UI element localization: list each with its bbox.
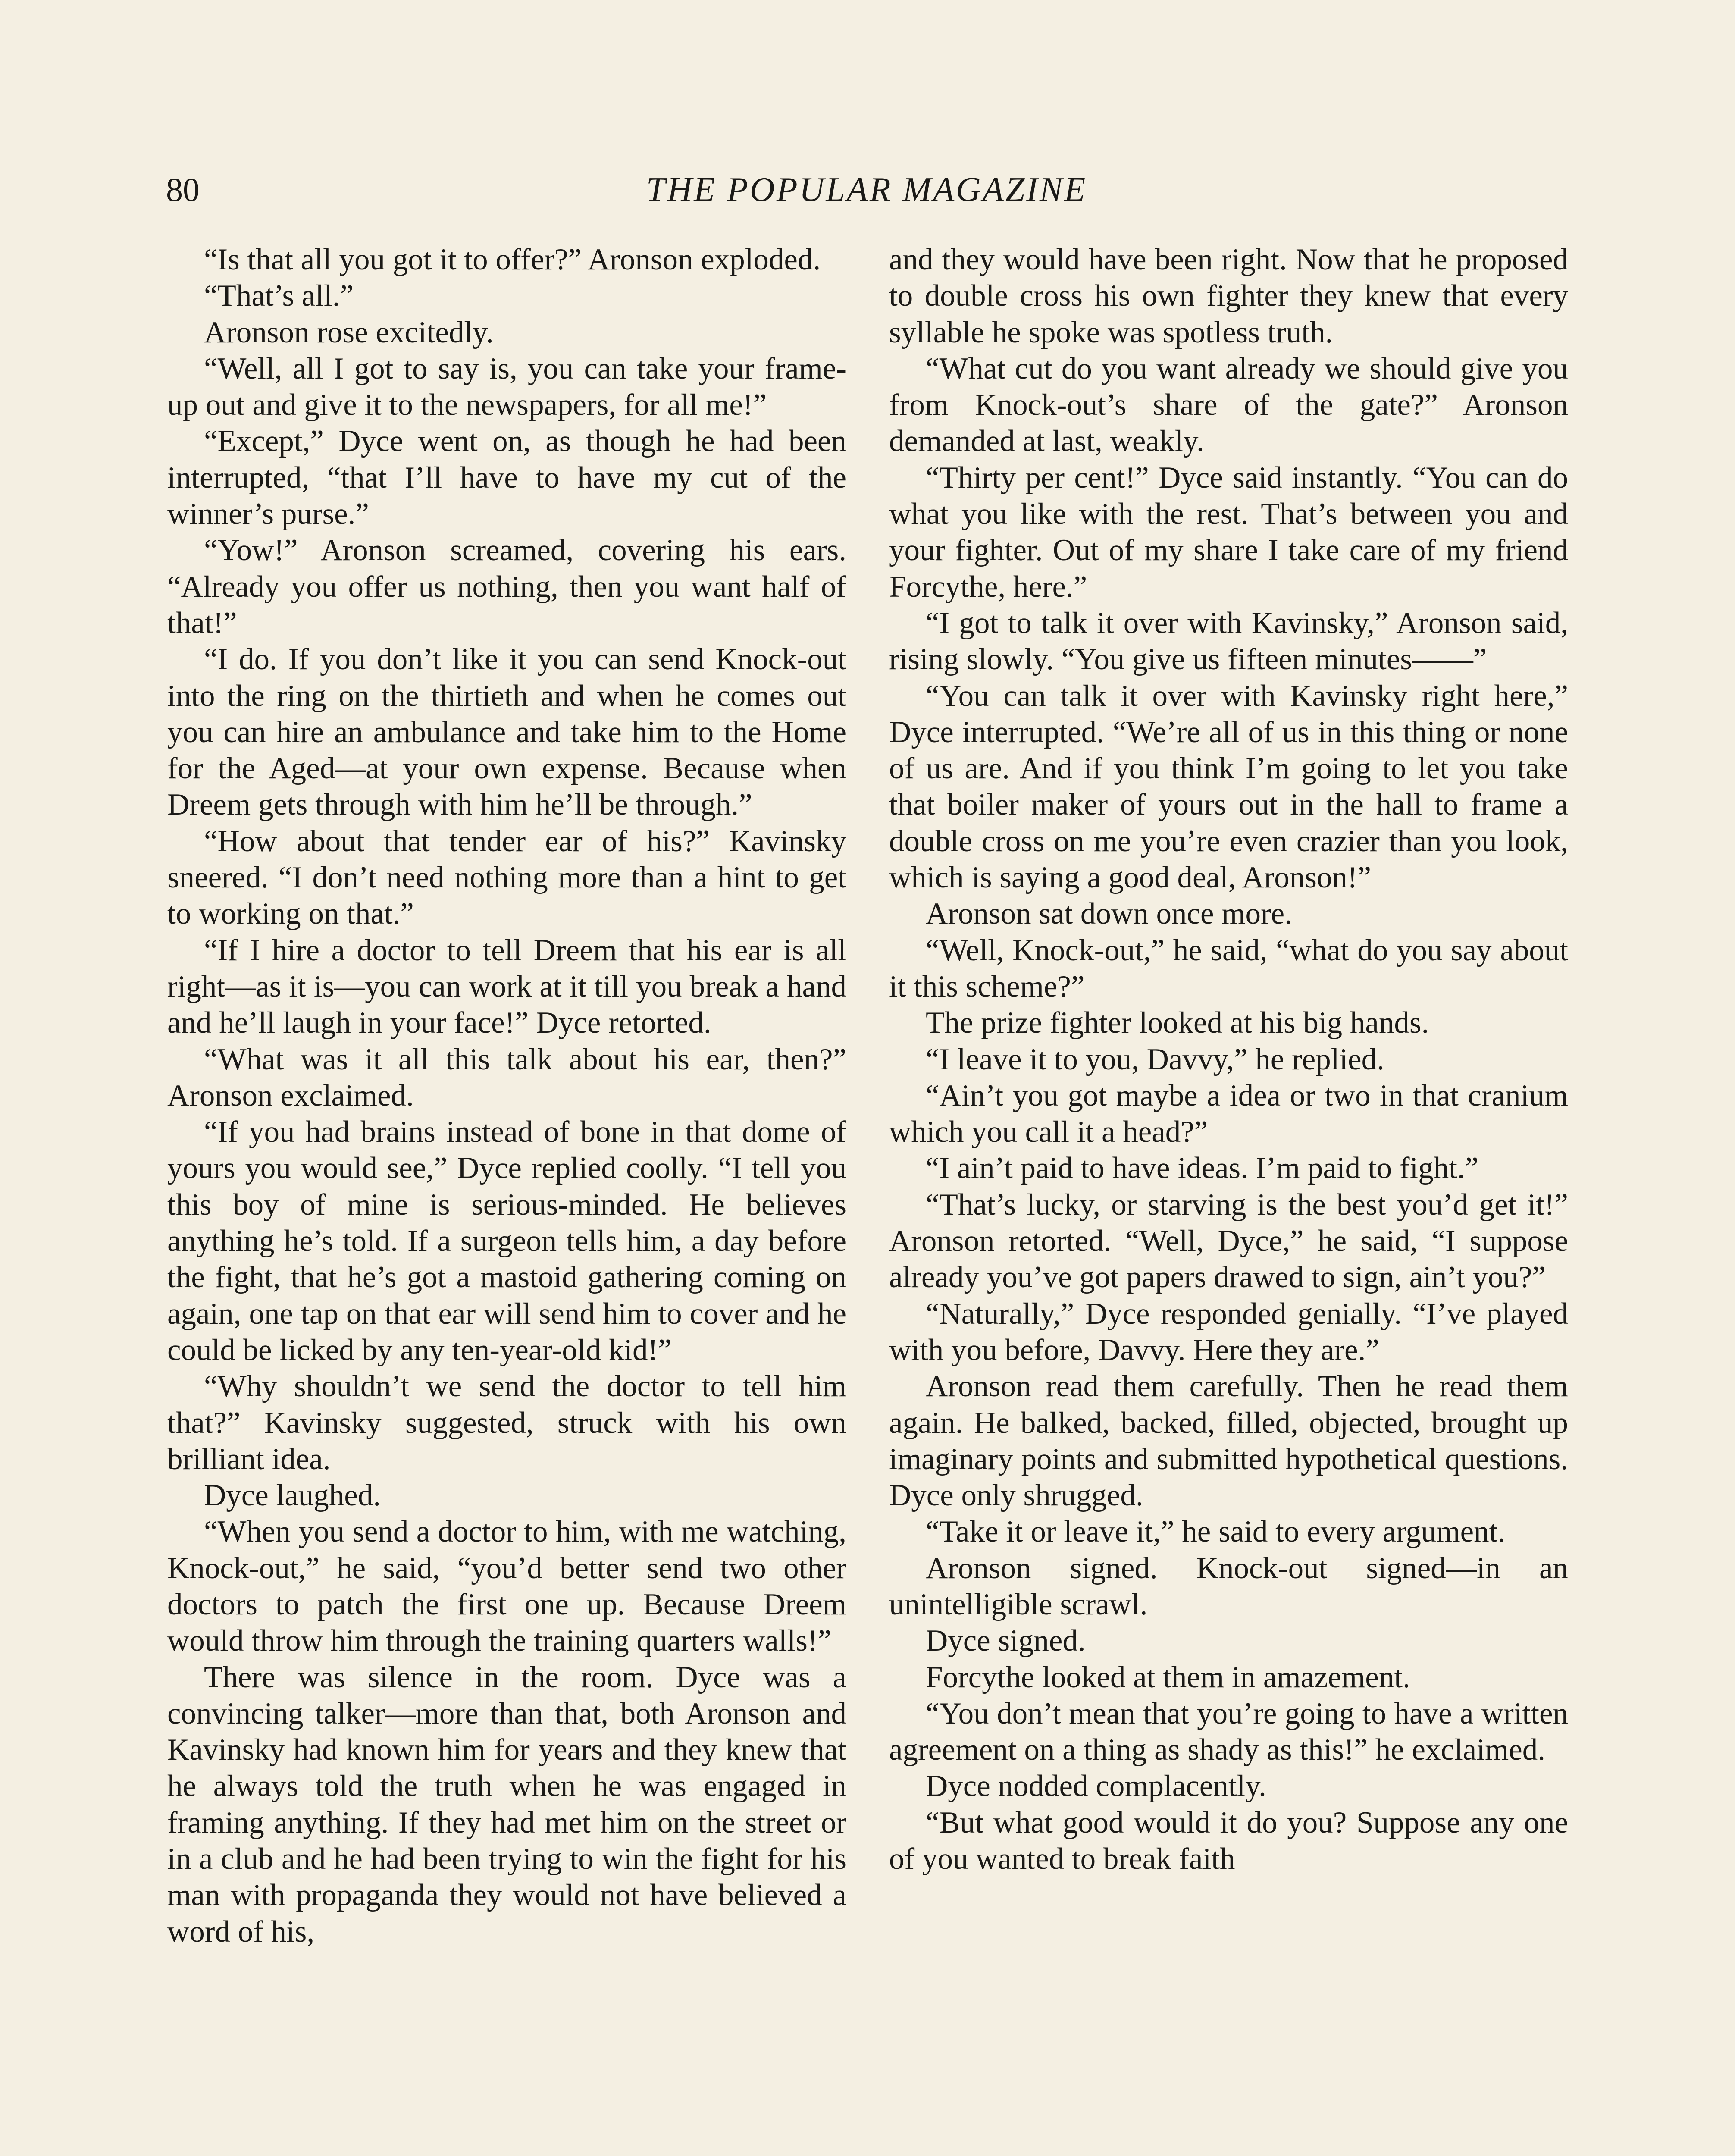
- paragraph: “What cut do you want already we should give you from Knock-out’s share of the gate?” Aronson demanded at last, weakly.: [889, 351, 1568, 458]
- paragraph: “I ain’t paid to have ideas. I’m paid to fight.”: [926, 1151, 1479, 1185]
- paragraph: “I got to talk it over with Kavinsky,” Aronson said, rising slowly. “You give us fifteen minutes——”: [889, 606, 1568, 677]
- paragraph: “I leave it to you, Davvy,” he replied.: [926, 1042, 1384, 1076]
- paragraph: Forcythe looked at them in amazement.: [926, 1660, 1410, 1694]
- paragraph: “That’s lucky, or starving is the best you’d get it!” Aronson retorted. “Well, Dyce,” he said, “I suppose already you’ve got papers drawed to sign, ain’t you?”: [889, 1188, 1568, 1294]
- paragraph: Dyce nodded complacently.: [926, 1769, 1266, 1803]
- paragraph: “You can talk it over with Kavinsky right here,” Dyce interrupted. “We’re all of us in this thing or none of us are. And if you think I’m going to let you take that boiler maker of yours out in the hall to frame a double cross on me you’re even crazier than you look, which is saying a good deal, Aronson!”: [889, 679, 1568, 895]
- paragraph: Aronson read them carefully. Then he read them again. He balked, backed, filled, objected, brought up imaginary points and submitted hypothetical questions. Dyce only shrugged.: [889, 1369, 1568, 1513]
- paragraph: “I do. If you don’t like it you can send Knock-out into the ring on the thirtieth and when he comes out you can hire an ambulance and take him to the Home for the Aged—at your own expense. Because when Dreem gets through with him he’ll be through.”: [167, 642, 846, 822]
- paragraph: “That’s all.”: [204, 279, 354, 313]
- paragraph: “Yow!” Aronson screamed, covering his ears. “Already you offer us nothing, then you want half of that!”: [167, 533, 846, 640]
- page-header: [166, 168, 1567, 216]
- paragraph: “Take it or leave it,” he said to every argument.: [926, 1515, 1506, 1549]
- paragraph: “Ain’t you got maybe a idea or two in that cranium which you call it a head?”: [889, 1078, 1568, 1149]
- paragraph: “Except,” Dyce went on, as though he had been interrupted, “that I’ll have to have my cut of the winner’s purse.”: [167, 424, 846, 531]
- paragraph: “Thirty per cent!” Dyce said instantly. “You can do what you like with the rest. That’s between you and your fighter. Out of my share I take care of my friend Forcythe, here.”: [889, 461, 1568, 604]
- paragraph: Aronson rose excitedly.: [204, 315, 494, 349]
- paragraph: There was silence in the room. Dyce was a convincing talker—more than that, both Aronson and Kavinsky had known him for years and they knew that he always told the truth when he was engaged in framing anything. If they had met him on the street or in a club and he had been trying to win the fight for his man with propaganda they would not have believed a word of his,: [167, 1660, 846, 1949]
- paragraph: “If you had brains instead of bone in that dome of yours you would see,” Dyce replied coolly. “I tell you this boy of mine is serious-minded. He believes anything he’s told. If a surgeon tells him, a day before the fight, that he’s got a mastoid gathering coming on again, one tap on that ear will send him to cover and he could be licked by any ten-year-old kid!”: [167, 1115, 846, 1367]
- paragraph: “What was it all this talk about his ear, then?” Aronson exclaimed.: [167, 1042, 846, 1112]
- paragraph: “Well, Knock-out,” he said, “what do you say about it this scheme?”: [889, 933, 1568, 1003]
- page-number: 80: [166, 171, 200, 208]
- paragraph: “Is that all you got it to offer?” Aronson exploded.: [204, 243, 821, 276]
- paragraph: “If I hire a doctor to tell Dreem that his ear is all right—as it is—you can work at it till you break a hand and he’ll laugh in your face!” Dyce retorted.: [167, 933, 846, 1040]
- paragraph: Dyce laughed.: [204, 1479, 381, 1513]
- paragraph: “When you send a doctor to him, with me watching, Knock-out,” he said, “you’d better send two other doctors to patch the first one up. Because Dreem would throw him through the training quarters walls!”: [167, 1515, 846, 1658]
- paragraph: “Naturally,” Dyce responded genially. “I’ve played with you before, Davvy. Here they are.”: [889, 1297, 1568, 1367]
- paragraph: The prize fighter looked at his big hands.: [926, 1006, 1429, 1040]
- paragraph: Dyce signed.: [926, 1624, 1086, 1658]
- paragraph: “But what good would it do you? Suppose any one of you wanted to break faith: [889, 1805, 1568, 1876]
- right-text-column: [889, 241, 1568, 1877]
- paragraph: and they would have been right. Now that he proposed to double cross his own fighter they knew that every syllable he spoke was spotless truth.: [889, 243, 1568, 349]
- paragraph: “Why shouldn’t we send the doctor to tell him that?” Kavinsky suggested, struck with his own brilliant idea.: [167, 1369, 846, 1476]
- paragraph: “You don’t mean that you’re going to have a written agreement on a thing as shady as this!” he exclaimed.: [889, 1696, 1568, 1767]
- paragraph: “Well, all I got to say is, you can take your frame-up out and give it to the newspapers, for all me!”: [167, 351, 846, 422]
- paragraph: Aronson sat down once more.: [926, 897, 1292, 931]
- paragraph: Aronson signed. Knock-out signed—in an unintelligible scrawl.: [889, 1551, 1568, 1621]
- paragraph: “How about that tender ear of his?” Kavinsky sneered. “I don’t need nothing more than a hint to get to working on that.”: [167, 824, 846, 931]
- left-text-column: [167, 241, 846, 1950]
- running-title: THE POPULAR MAGAZINE: [646, 171, 1087, 209]
